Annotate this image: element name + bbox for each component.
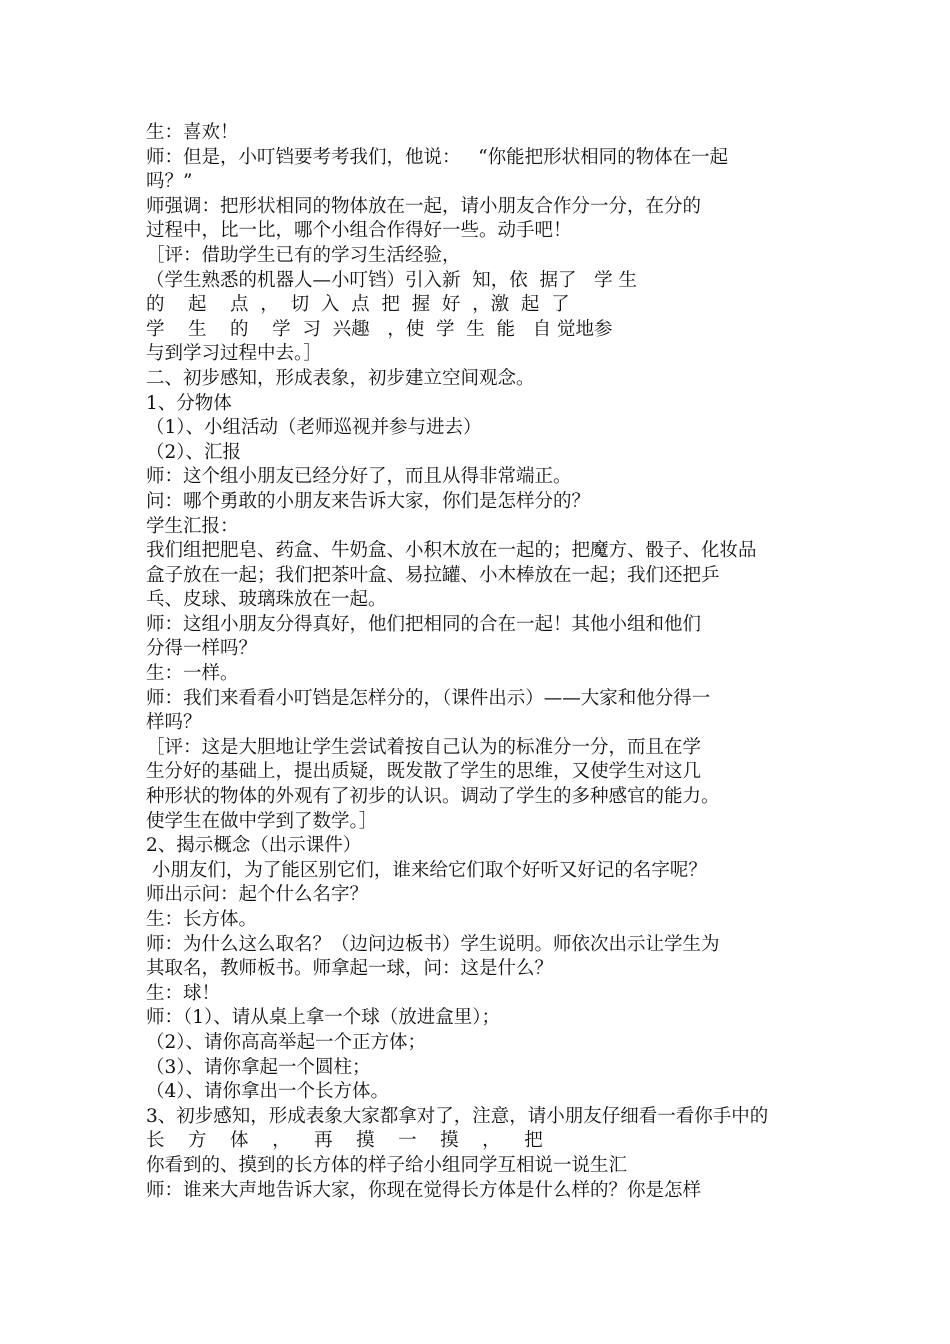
text-line: 问：哪个勇敢的小朋友来告诉大家，你们是怎样分的？	[146, 490, 591, 512]
text-line: 乓、皮球、玻璃珠放在一起。	[146, 589, 387, 611]
text-line: 你看到的、摸到的长方体的样子给小组同学互相说一说生汇	[146, 1154, 628, 1176]
text-line: 生：一样。	[146, 663, 239, 685]
text-line: 生：球！	[146, 982, 221, 1004]
text-line: 生：长方体。	[146, 909, 258, 930]
text-line: （2）、请你高高举起一个正方体；	[146, 1031, 427, 1053]
text-line: 分得一样吗？	[146, 638, 258, 660]
text-line: 种形状的物体的外观有了初步的认识。调动了学生的多种感官的能力。	[146, 786, 720, 808]
text-line: 生分好的基础上，提出质疑，既发散了学生的思维，又使学生对这几	[146, 761, 702, 783]
text-line: 师：谁来大声地告诉大家，你现在觉得长方体是什么样的？你是怎样	[146, 1179, 702, 1201]
text-line: 学生汇报：	[146, 515, 239, 537]
text-line: ［评：这是大胆地让学生尝试着按自己认为的标准分一分，而且在学	[146, 736, 702, 758]
text-line: （学生熟悉的机器人—小叮铛）引入新 知，依 据了 学 生	[146, 269, 638, 291]
text-line: 的 起 点 ， 切 入 点 把 握 好 ，激 起 了	[146, 294, 570, 316]
text-line: 师：我们来看看小叮铛是怎样分的，（课件出示）——大家和他分得一	[146, 687, 711, 709]
text-line: 吗？”	[146, 171, 193, 193]
text-line: 小朋友们，为了能区别它们，谁来给它们取个好听又好记的名字呢？	[146, 859, 707, 881]
text-line: （3）、请你拿起一个圆柱；	[146, 1056, 371, 1078]
text-line: 师：这个组小朋友已经分好了，而且从得非常端正。	[146, 466, 572, 488]
text-line: 过程中，比一比，哪个小组合作得好一些。动手吧！	[146, 220, 572, 242]
text-line: 学 生 的 学 习 兴趣 ，使 学 生 能 自 觉地参	[146, 318, 613, 340]
text-line: 我们组把肥皂、药盒、牛奶盒、小积木放在一起的；把魔方、骰子、化妆品	[146, 540, 757, 562]
text-line: 与到学习过程中去。］	[146, 343, 322, 365]
text-line: 3、初步感知，形成表象大家都拿对了，注意，请小朋友仔细看一看你手中的	[146, 1105, 769, 1127]
text-line: 师：为什么这么取名？（边问边板书）学生说明。师依次出示让学生为	[146, 933, 720, 955]
text-line: （4）、请你拿出一个长方体。	[146, 1081, 390, 1103]
document-body	[146, 121, 826, 1203]
text-line: 师：这组小朋友分得真好，他们把相同的合在一起！其他小组和他们	[146, 613, 702, 635]
text-line: 盒子放在一起；我们把茶叶盒、易拉罐、小木棒放在一起；我们还把乒	[146, 564, 720, 586]
text-line: 师强调：把形状相同的物体放在一起，请小朋友合作分一分，在分的	[146, 195, 702, 217]
text-line: 师出示问：起个什么名字？	[146, 884, 369, 906]
text-line: 师：但是，小叮铛要考考我们，他说： “你能把形状相同的物体在一起	[146, 146, 729, 168]
text-line: 使学生在做中学到了数学。］	[146, 810, 378, 832]
text-line: 二、初步感知，形成表象，初步建立空间观念。	[146, 367, 535, 389]
text-line: （2）、汇报	[146, 441, 242, 463]
text-line: 其取名，教师板书。师拿起一球，问：这是什么？	[146, 958, 554, 980]
text-line: 样吗？	[146, 712, 202, 734]
text-line: ［评：借助学生已有的学习生活经验，	[146, 244, 461, 266]
text-line: 生：喜欢！	[146, 122, 239, 143]
text-line: 师：（1）、请从桌上拿一个球（放进盒里）；	[146, 1007, 501, 1029]
text-line: 2、揭示概念（出示课件）	[146, 835, 362, 857]
text-line: 1、分物体	[146, 392, 232, 414]
text-line: 长 方 体 ， 再 摸 一 摸 ， 把	[146, 1130, 543, 1152]
text-line: （1）、小组活动（老师巡视并参与进去）	[146, 417, 482, 439]
